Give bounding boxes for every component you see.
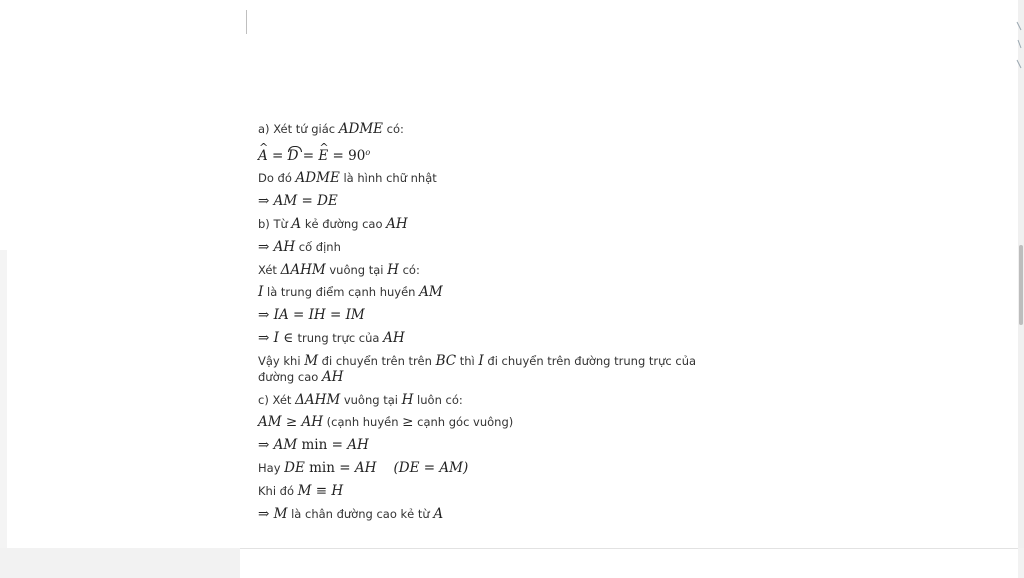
text: đi chuyển trên trên xyxy=(318,353,436,368)
math: ≥ xyxy=(281,414,302,431)
math: M ≡ H xyxy=(297,482,344,499)
implies-arrow: ⇒ xyxy=(258,505,274,522)
solution-line xyxy=(258,507,698,522)
text: c) Xét xyxy=(258,392,296,407)
math: ≥ xyxy=(402,414,414,431)
math: H xyxy=(387,261,399,278)
solution-line xyxy=(258,171,698,186)
text: trung trực của xyxy=(297,331,384,345)
solution-line xyxy=(258,370,698,385)
math: AM xyxy=(273,437,298,454)
angle-d: D xyxy=(287,147,299,164)
angle-a: ^ A xyxy=(258,149,268,164)
text: Khi đó xyxy=(258,483,298,498)
math: ΔAHM xyxy=(280,261,326,278)
math: AM xyxy=(258,414,282,431)
solution-line xyxy=(258,308,698,323)
left-panel-edge xyxy=(0,250,7,550)
text: a) Xét tứ giác xyxy=(258,122,339,136)
solution-line xyxy=(258,217,698,232)
text-cursor xyxy=(246,10,247,34)
implies-arrow: ⇒ xyxy=(258,330,274,346)
text: Vậy khi xyxy=(258,353,305,368)
solution-line xyxy=(258,145,698,164)
math: AH xyxy=(386,216,408,233)
implies-arrow: ⇒ xyxy=(258,307,274,324)
text: luôn có: xyxy=(413,392,463,407)
solution-line xyxy=(258,122,698,137)
solution-line xyxy=(258,415,698,430)
solution-content xyxy=(258,122,698,529)
math: min xyxy=(297,437,328,454)
text: Xét xyxy=(258,262,281,277)
text: Do đó xyxy=(258,171,296,186)
math: = xyxy=(267,147,288,164)
solution-line xyxy=(258,263,698,278)
implies-arrow: ⇒ xyxy=(258,437,274,454)
degree-mark: o xyxy=(365,147,371,157)
math: A xyxy=(433,505,444,522)
math: M xyxy=(304,352,319,369)
text: đường cao xyxy=(258,369,322,384)
text: cạnh góc vuông) xyxy=(413,415,514,430)
solution-line xyxy=(258,285,698,300)
math: AH xyxy=(301,414,324,431)
math: = 90 xyxy=(328,147,366,164)
text: thì xyxy=(456,353,479,368)
math: I xyxy=(478,352,484,369)
math: AH xyxy=(321,368,344,385)
solution-line xyxy=(258,438,698,453)
math: BC xyxy=(435,352,457,369)
math: DE xyxy=(284,459,305,476)
math: ∈ xyxy=(278,330,298,346)
text: là trung điểm cạnh huyền xyxy=(263,285,420,300)
bottom-bar xyxy=(0,548,1024,578)
solution-line xyxy=(258,393,698,408)
math: A xyxy=(291,216,302,233)
math: = xyxy=(298,147,319,164)
text: kẻ đường cao xyxy=(301,217,387,232)
math: I xyxy=(258,284,264,301)
solution-line xyxy=(258,331,698,346)
text: vuông tại xyxy=(325,262,388,277)
text: có: xyxy=(398,262,420,277)
implies-arrow: ⇒ xyxy=(258,193,274,210)
math: I xyxy=(273,330,279,346)
math: IA = IH = IM xyxy=(273,307,365,324)
vertical-scrollbar[interactable] xyxy=(1018,0,1024,578)
page-bottom-edge xyxy=(240,548,1018,578)
math: ADME xyxy=(295,170,340,187)
text: Hay xyxy=(258,460,285,475)
text: b) Từ xyxy=(258,217,292,232)
math: ΔAHM xyxy=(295,391,341,408)
math: AH xyxy=(273,238,296,255)
corner-decoration xyxy=(1016,20,1022,80)
math: ADME xyxy=(338,121,384,137)
math: (DE = AM) xyxy=(376,459,469,476)
text: (cạnh huyền xyxy=(323,415,403,430)
text: là chân đường cao kẻ từ xyxy=(287,506,434,521)
math: M xyxy=(273,505,288,522)
text: cố định xyxy=(295,239,341,254)
text: vuông tại xyxy=(340,392,402,407)
solution-line xyxy=(258,461,698,476)
math: AH xyxy=(383,330,405,346)
solution-line xyxy=(258,194,698,209)
math: AM xyxy=(419,284,443,301)
text: có: xyxy=(383,122,404,136)
math: H xyxy=(401,391,414,408)
math: = AH xyxy=(334,459,377,476)
text: đi chuyển trên đường trung trực của xyxy=(483,353,697,368)
angle-e: ^ E xyxy=(318,149,328,164)
math: min xyxy=(304,459,335,476)
scrollbar-thumb[interactable] xyxy=(1019,245,1023,325)
solution-line xyxy=(258,484,698,499)
math: = AH xyxy=(327,437,369,454)
solution-line xyxy=(258,240,698,255)
solution-line xyxy=(258,354,698,369)
math: AM = DE xyxy=(273,193,338,210)
implies-arrow: ⇒ xyxy=(258,238,274,255)
text: là hình chữ nhật xyxy=(339,171,437,186)
